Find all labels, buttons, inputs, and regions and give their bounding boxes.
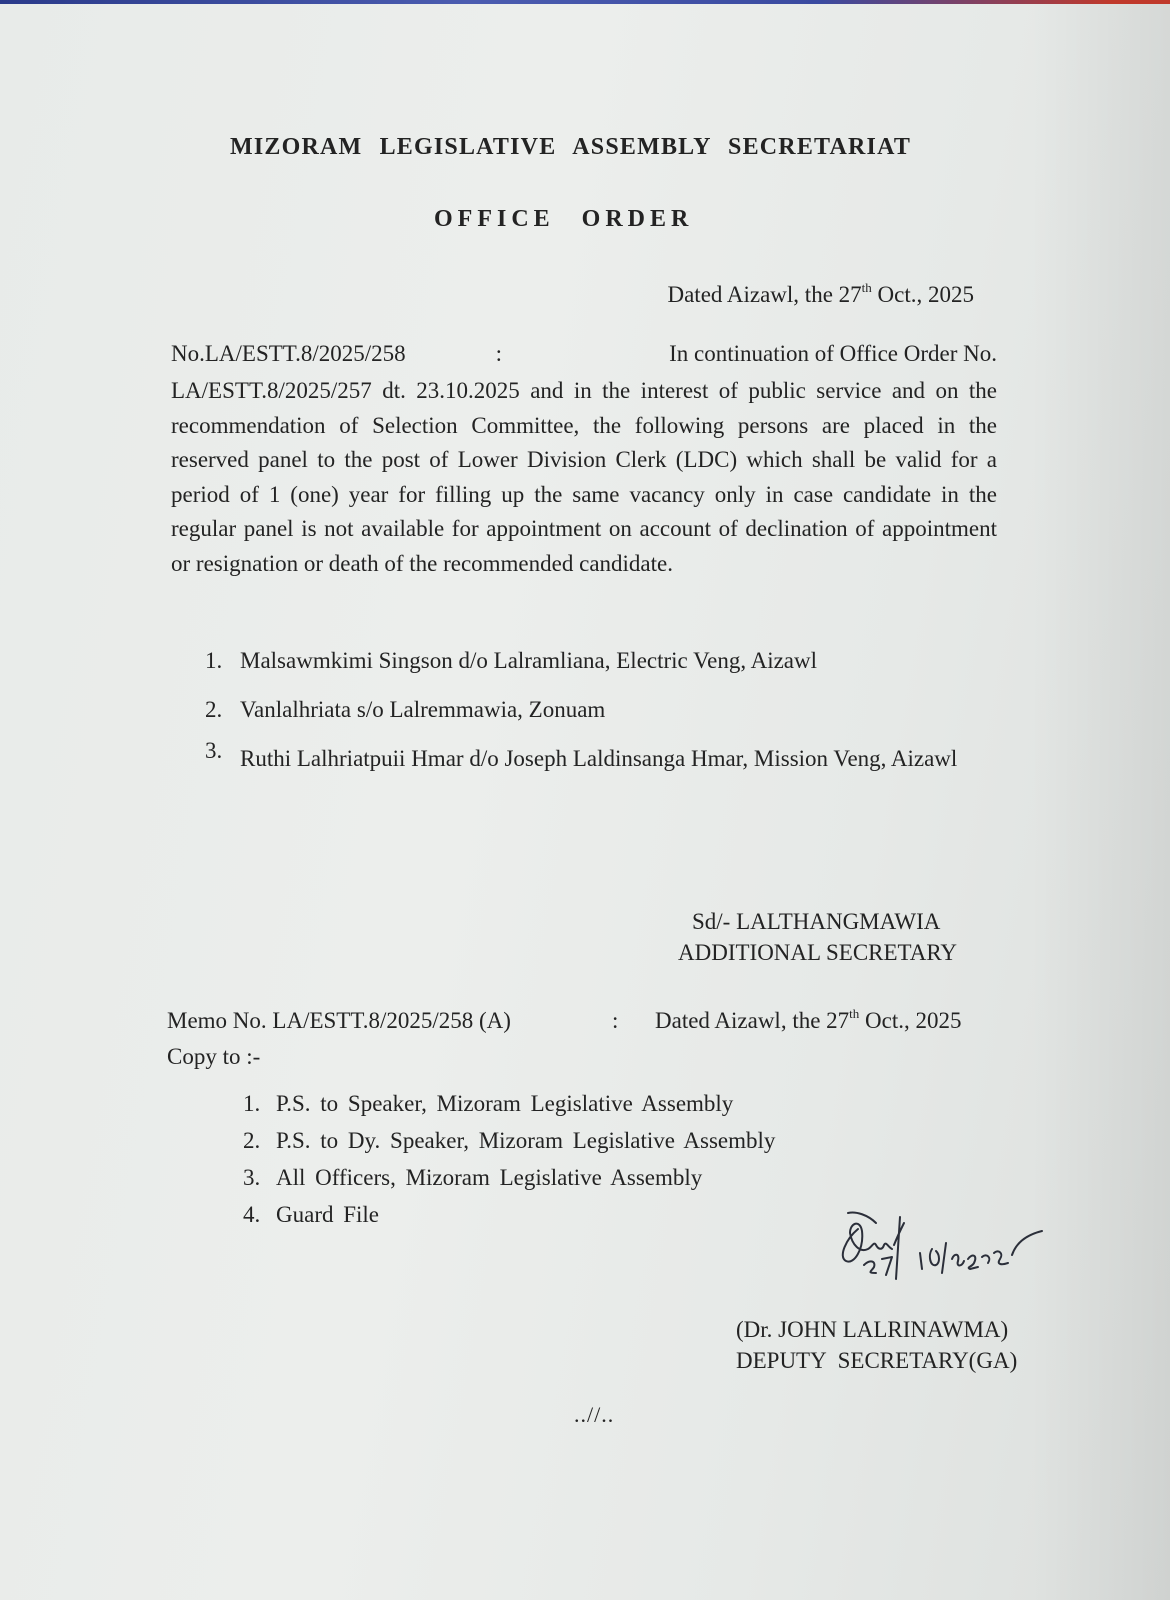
list-item [205,693,1005,727]
list-item [243,1122,775,1159]
order-date-prefix: Dated Aizawl, the 27 [667,282,862,307]
order-body: LA/ESTT.8/2025/257 dt. 23.10.2025 and in the interest of public service and on the recommendation of Selection Committee, the following persons are placed in the reserved panel to the post of Lower Division Clerk (LDC) which shall be valid for a period of 1 (one) year for filling up the same vacancy only in case candidate in the regular panel is not available for appointment on account of declination of appointment or resignation or death of the recommended candidate. [171,378,997,576]
organization-heading: MIZORAM LEGISLATIVE ASSEMBLY SECRETARIAT [230,134,912,160]
list-item [243,1159,775,1196]
memo-date-sup: th [849,1006,860,1021]
additional-secretary-block [678,906,998,968]
paper-shadow [1030,4,1170,1600]
order-number-line [171,341,997,367]
list-item-text: P.S. to Speaker, Mizoram Legislative Assembly [276,1091,734,1116]
order-colon: : [495,341,503,366]
list-item-text: Malsawmkimi Singson d/o Lalramliana, Electric Veng, Aizawl [240,648,818,673]
page-continuation-mark: ..//.. [574,1402,615,1427]
signatory1-title: ADDITIONAL SECRETARY [678,940,958,965]
list-item [205,734,1005,784]
copy-list [243,1085,775,1233]
order-date-suffix: Oct., 2025 [871,282,974,307]
memo-date-prefix: Dated Aizawl, the 27 [655,1008,850,1033]
list-item-number: 4. [243,1202,261,1227]
list-item-number: 1. [243,1091,261,1116]
list-item [205,644,1005,678]
memo-number: Memo No. LA/ESTT.8/2025/258 (A) [167,1008,511,1033]
candidate-list [205,644,1005,799]
memo-colon: : [612,1008,619,1033]
list-item-number: 3. [243,1165,261,1190]
list-item-text: Guard File [276,1202,380,1227]
list-item-text: Vanlalhriata s/o Lalremmawia, Zonuam [240,697,606,722]
signatory2-name: (Dr. JOHN LALRINAWMA) [736,1317,1009,1342]
signatory1-name: Sd/- LALTHANGMAWIA [692,909,941,934]
list-item-text: All Officers, Mizoram Legislative Assembly [276,1165,703,1190]
list-item [243,1196,775,1233]
order-date [667,282,974,308]
copy-to-label: Copy to :- [167,1044,261,1069]
list-item-text: Ruthi Lalhriatpuii Hmar d/o Joseph Laldinsanga Hmar, Mission Veng, Aizawl [240,746,958,771]
memo-date [655,1008,962,1034]
list-item-number: 2. [243,1128,261,1153]
document-page [0,4,1170,1600]
order-date-sup: th [861,280,872,295]
deputy-secretary-block [736,1314,1017,1376]
list-item [243,1085,775,1122]
signature-date-text: 27/10/2025 [436,809,441,810]
document-type-heading: OFFICE ORDER [434,206,694,232]
list-item-number: 2. [205,697,223,722]
order-first-line: In continuation of Office Order No. [669,341,997,366]
memo-date-suffix: Oct., 2025 [859,1008,962,1033]
signatory2-title: DEPUTY SECRETARY(GA) [736,1348,1018,1373]
list-item-number: 1. [205,648,223,673]
order-number: No.LA/ESTT.8/2025/258 [171,341,406,366]
list-item-text: P.S. to Dy. Speaker, Mizoram Legislative Assembly [276,1128,776,1153]
memo-line [167,1008,1017,1034]
list-item-number: 3. [205,738,223,763]
